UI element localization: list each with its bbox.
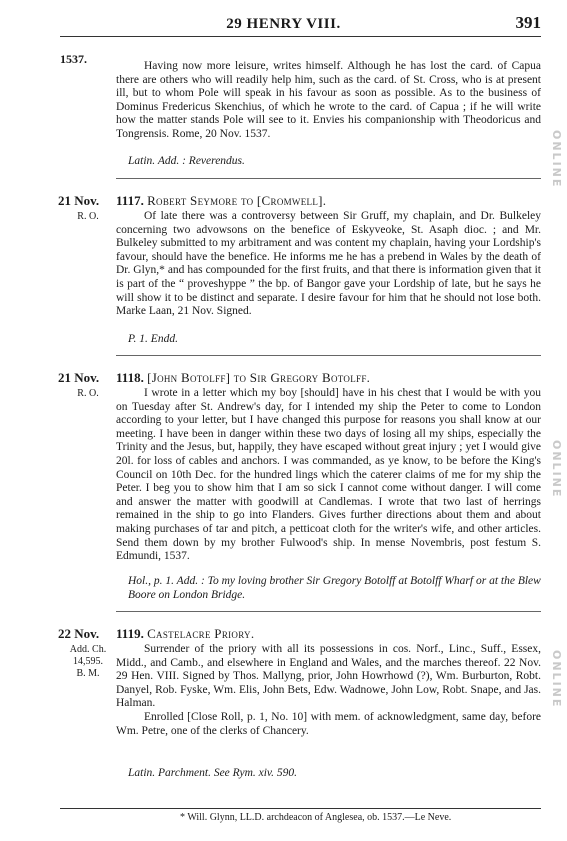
entry-continuation-body — [116, 60, 541, 142]
entry-number: 1118. — [116, 370, 144, 385]
entry-number: 1119. — [116, 626, 144, 641]
entry-heading — [116, 370, 370, 386]
watermark: ONLINE — [550, 130, 563, 189]
entry-continuation-meta — [128, 155, 541, 169]
entry-divider — [116, 355, 541, 356]
entry-meta-text: Latin. Parchment. See Rym. xiv. 590. — [128, 767, 298, 779]
entry-meta — [128, 767, 541, 781]
entry-body — [116, 387, 541, 564]
entry-date: 21 Nov. — [58, 370, 100, 385]
entry-source-line: 14,595. — [73, 656, 103, 667]
entry-meta — [128, 575, 541, 602]
margin-year: 1537. — [60, 52, 87, 66]
entry-date: 22 Nov. — [58, 626, 100, 641]
entry-body-paragraph: Surrender of the priory with all its possessions in cos. Norf., Linc., Suff., Essex, Midd., and Camb., and elsewhere in England and Wales, and the marches thereof. 22 Nov. 29 Hen. VIII. Signed by Thos. Mallyng, prior, John Howrhowd (?), Wm. Burburton, Robt. Danyel, Rob. Fyske, Wm. Elis, John Bets, Edw. Wadnowe, John Low, Robt. Snape, and Jas. Halman. — [116, 643, 541, 710]
entry-meta-text: P. 1. Endd. — [128, 333, 178, 345]
running-head-title: 29 HENRY VIII. — [226, 16, 341, 32]
entry-source: R. O. — [77, 211, 99, 222]
entry-meta-text: Hol., p. 1. Add. : To my loving brother Sir Gregory Botolff at Botolff Wharf or at the Blew Boore on London Bridge. — [128, 575, 541, 601]
entry-source-line: B. M. — [76, 668, 100, 679]
entry-meta-text: Latin. Add. : Reverendus. — [128, 155, 245, 167]
entry-body-paragraph: I wrote in a letter which my boy [should] have in his chest that I would be with you on Tuesday after St. Andrew's day, for I intended my ship the Peter to come to London according to your letter, but I have changed this purpose for reasons you shall know at our meeting. I have been in danger within these two days of losing all my ships, especially the Trinity and the Jesus, but, happily, they have escaped without great injury ; yet I would give 20l. for loss of cables and anchors. I was commanded, as ye know, to be before the King's Council on 10th Dec. for the hundred lings which the caterer claims of me for my ship the Peter. I beg you to show him that I am so sick I cannot come without danger. I will come and answer the matter with goodwill at Candlemas. I wrote that two last of herrings remained in the ship to go into Flanders. Gives further directions about them and about making purchases of tar and pitch, a petticoat cloth for the writer's wife, and other articles. Send them down by my brother Fulwood's ship. In mense Novembris, post festum S. Edmundi, 1537. — [116, 387, 541, 563]
entry-title: Robert Seymore to [Cromwell]. — [147, 193, 327, 208]
entry-divider — [116, 611, 541, 612]
entry-source: R. O. — [77, 388, 99, 399]
entry-body — [116, 210, 541, 319]
footnote-rule — [60, 808, 541, 809]
entry-source — [66, 644, 110, 680]
entry-date: 21 Nov. — [58, 193, 100, 208]
entry-body — [116, 643, 541, 738]
entry-body-paragraph: Of late there was a controversy between Sir Gruff, my chaplain, and Dr. Bulkeley concerning two advowsons on the benefice of Eskyveoke, St. Asaph dioc. ; and Mr. Bulkeley submitted to my arbitrament and was content my chaplain, having your Lordship's favour, should have the benefice. He informs me he has a prebend in Wales by the death of Dr. Glyn,* and has compounded for the first fruits, and that there is information given that it is part of the “ proveshyppe ” the bp. of Bangor gave your Lordship of late, but he says he will show it to be distinct and separate. I desire favour for him that he should not lose both. Marke Laan, 21 Nov. Signed. — [116, 210, 541, 318]
entry-source-line: Add. Ch. — [69, 644, 107, 655]
entry-meta — [128, 333, 541, 347]
entry-title: [John Botolff] to Sir Gregory Botolff. — [147, 370, 371, 385]
entry-number: 1117. — [116, 193, 144, 208]
watermark: ONLINE — [550, 650, 563, 709]
entry-body-paragraph: Enrolled [Close Roll, p. 1, No. 10] with mem. of acknowledgment, same day, before Wm. Petre, one of the clerks of Chancery. — [116, 710, 541, 737]
page-number: 391 — [515, 13, 541, 32]
entry-heading — [116, 193, 326, 209]
footnote: * Will. Glynn, LL.D. archdeacon of Anglesea, ob. 1537.—Le Neve. — [180, 812, 452, 823]
entry-title: Castelacre Priory. — [147, 626, 255, 641]
entry-divider — [116, 178, 541, 179]
watermark: ONLINE — [550, 440, 563, 499]
entry-body-paragraph: Having now more leisure, writes himself. Although he has lost the card. of Capua there are others who will readily help him, such as the card. of St. Cross, who is at present ill, but to whom Pole will speak in his favour as soon as possible. As to the business of Dominus Fredericus Skenchius, of which he wrote to the card. of Capua ; if he will write how the matter stands Pole will see to it. Envies his companionship with Theodoricus and Tongrensis. Rome, 20 Nov. 1537. — [116, 60, 541, 140]
entry-heading — [116, 626, 254, 642]
header-rule — [60, 36, 541, 37]
